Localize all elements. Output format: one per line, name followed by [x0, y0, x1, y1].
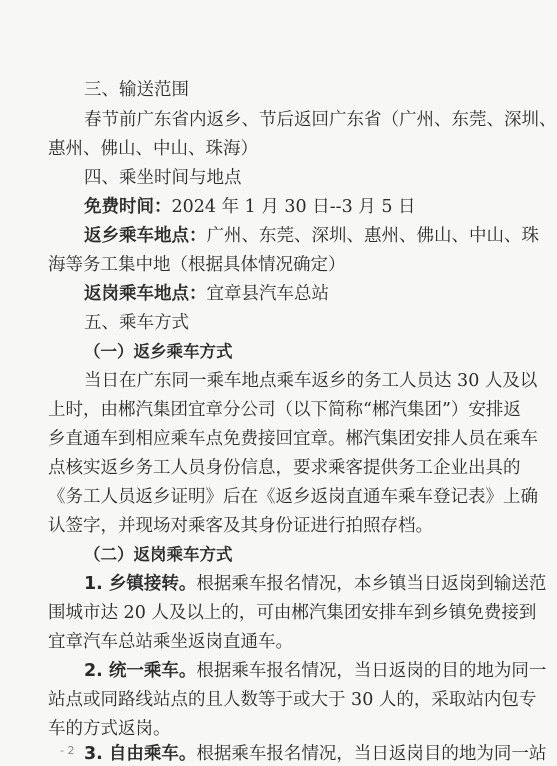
item-2-text: 根据乘车报名情况，当日返岗的目的地为同一 [196, 661, 547, 681]
item-2-line-3: 车的方式返岗。 [48, 719, 171, 739]
item-2-line-2: 站点或同路线站点的且人数等于或大于 30 人的，采取站内包专 [48, 690, 537, 710]
item-2-label: 2. 统一乘车。 [84, 661, 197, 681]
section-3-line-2: 惠州、佛山、中山、珠海） [48, 139, 258, 159]
subsection-1-title: （一）返乡乘车方式 [84, 342, 233, 361]
section-3-line-1: 春节前广东省内返乡、节后返回广东省（广州、东莞、深圳、 [84, 110, 557, 130]
item-1-line-3: 宜章汽车总站乘坐返岗直通车。 [48, 632, 293, 652]
work-pickup-label: 返岗乘车地点： [84, 284, 207, 304]
para-1-line-2: 上时，由郴汽集团宜章分公司（以下简称“郴汽集团”）安排返 [48, 400, 521, 420]
item-1-line-2: 围城市达 20 人及以上的，可由郴汽集团安排车到乡镇免费接到 [48, 603, 537, 623]
para-1-line-4: 点核实返乡务工人员身份信息，要求乘客提供务工企业出具的 [48, 458, 521, 478]
item-3-text: 根据乘车报名情况，当日返岗目的地为同一站 [196, 744, 547, 764]
section-4-title: 四、乘坐时间与地点 [84, 168, 242, 188]
home-pickup-label: 返乡乘车地点： [84, 226, 207, 246]
para-1-line-1: 当日在广东同一乘车地点乘车返乡的务工人员达 30 人及以 [84, 371, 538, 391]
para-1-line-6: 认签字，并现场对乘客及其身份证进行拍照存档。 [48, 516, 433, 536]
item-3-line-1 [84, 742, 547, 766]
section-5-title: 五、乘车方式 [84, 313, 189, 333]
section-3-title: 三、输送范围 [84, 80, 189, 100]
work-pickup-line [84, 282, 508, 306]
item-1-line-1 [84, 572, 547, 596]
para-1-line-3: 乡直通车到相应乘车点免费接回宜章。郴汽集团安排人员在乘车 [48, 429, 538, 449]
free-time-line [84, 195, 508, 219]
item-1-label: 1. 乡镇接转。 [84, 574, 197, 594]
item-2-line-1 [84, 659, 547, 683]
item-1-text: 根据乘车报名情况，本乡镇当日返岗到输送范 [196, 574, 547, 594]
home-pickup-line [84, 224, 539, 248]
free-time-label: 免费时间： [84, 197, 172, 217]
page-number: - 2 [60, 744, 75, 757]
home-pickup-value: 广州、东莞、深圳、惠州、佛山、中山、珠 [206, 226, 539, 246]
item-3-label: 3. 自由乘车。 [84, 744, 197, 764]
work-pickup-value: 宜章县汽车总站 [206, 284, 329, 304]
home-pickup-line-2: 海等务工集中地（根据具体情况确定） [48, 255, 346, 275]
subsection-2-title: （二）返岗乘车方式 [84, 545, 233, 564]
para-1-line-5: 《务工人员返乡证明》后在《返乡返岗直通车乘车登记表》上确 [48, 487, 538, 507]
free-time-value: 2024 年 1 月 30 日--3 月 5 日 [171, 197, 416, 217]
